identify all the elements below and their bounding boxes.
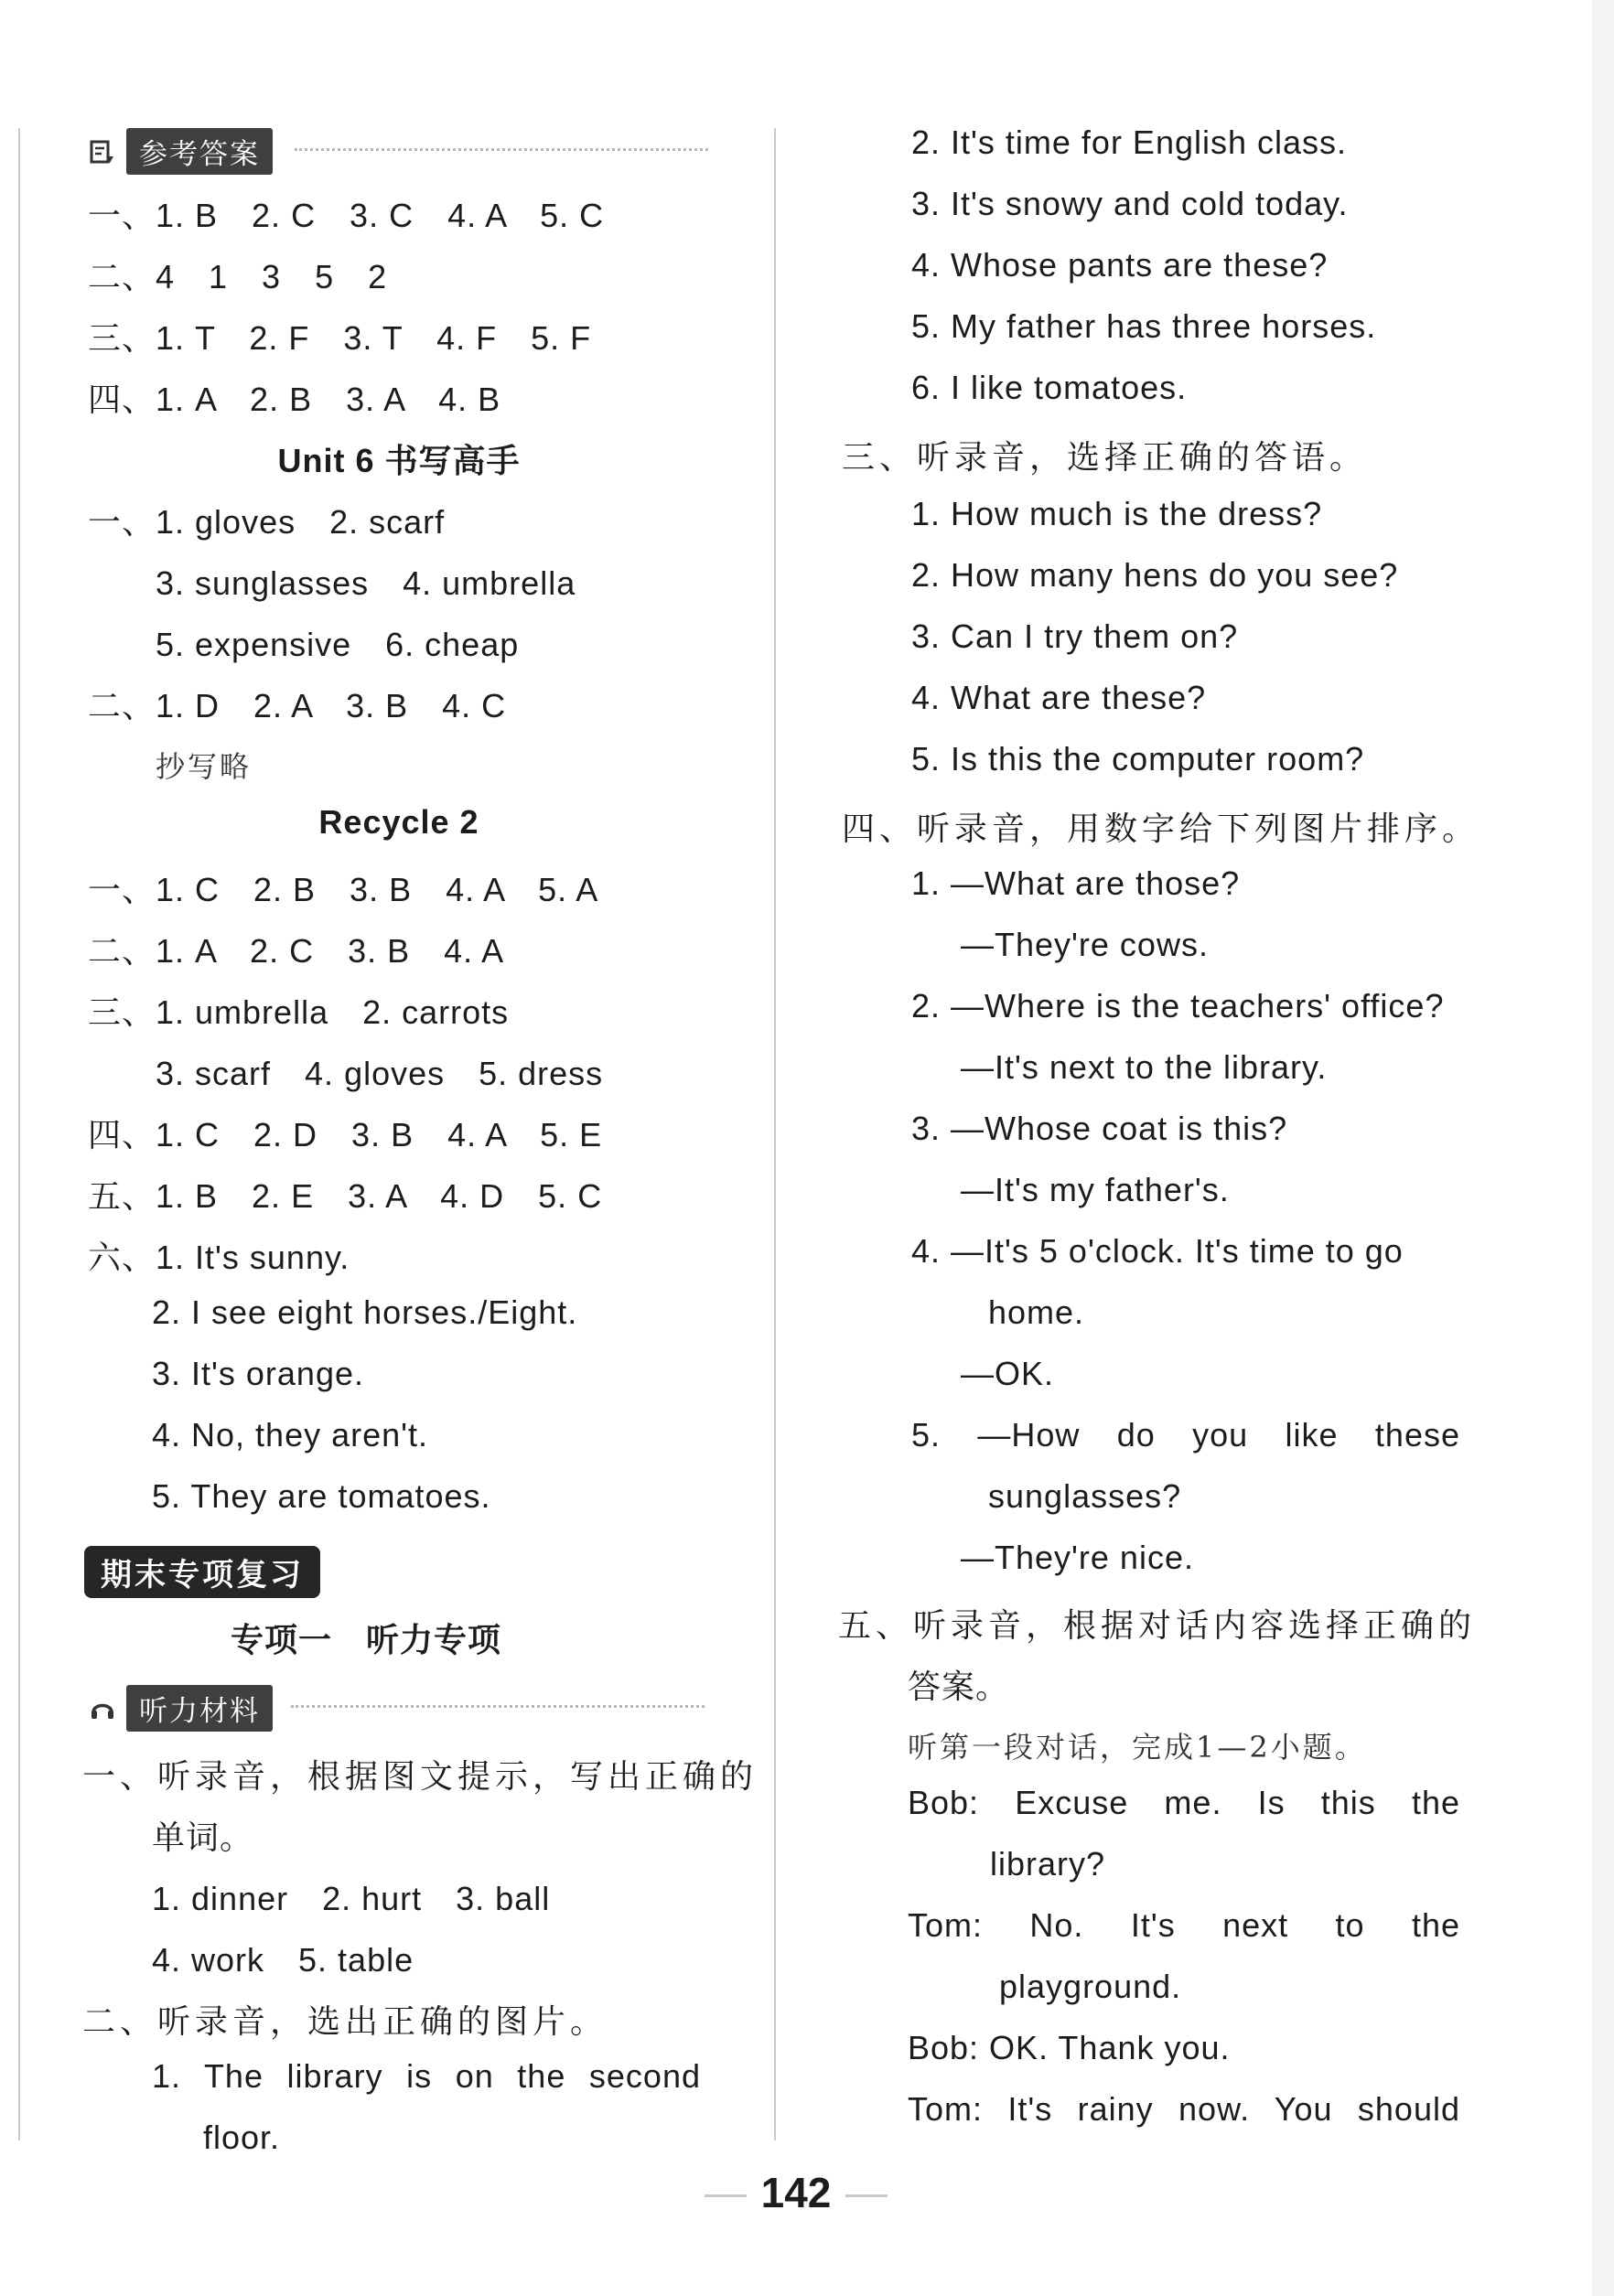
recycle-row-2: 二、1. A 2. C 3. B 4. A — [88, 932, 505, 970]
recycle-row-9: 3. It's orange. — [152, 1355, 365, 1392]
right-row-7: 1. How much is the dress? — [911, 495, 1323, 532]
right-row-33: Tom: It's rainy now. You should — [908, 2090, 1460, 2128]
answer-badge-label: 参考答案 — [126, 128, 273, 175]
right-row-3: 4. Whose pants are these? — [911, 246, 1329, 284]
right-row-18: —It's my father's. — [961, 1171, 1230, 1208]
listening-badge-dotted-rule — [291, 1705, 705, 1708]
right-row-31: playground. — [999, 1968, 1182, 2005]
unit6-row-1: 一、1. gloves 2. scarf — [88, 503, 446, 541]
recycle-row-4: 3. scarf 4. gloves 5. dress — [156, 1055, 604, 1092]
recycle-row-3: 三、1. umbrella 2. carrots — [88, 993, 510, 1031]
page-number-footer — [0, 2168, 1592, 2217]
answer-row-1: 一、1. B 2. C 3. C 4. A 5. C — [88, 197, 605, 234]
recycle-title: Recycle 2 — [318, 803, 479, 841]
unit6-row-2: 3. sunglasses 4. umbrella — [156, 564, 576, 602]
right-row-1: 2. It's time for English class. — [911, 123, 1348, 161]
answer-badge — [88, 128, 273, 175]
right-row-13: 1. —What are those? — [911, 864, 1241, 902]
right-q5-heading: 五、听录音，根据对话内容选择正确的 — [838, 1606, 1477, 1644]
left-margin-rule — [18, 128, 20, 2140]
answer-badge-dotted-rule — [295, 148, 708, 151]
listen-q1-heading: 一、听录音，根据图文提示，写出正确的 — [82, 1757, 759, 1795]
recycle-row-6: 五、1. B 2. E 3. A 4. D 5. C — [88, 1177, 603, 1215]
right-row-29: library? — [990, 1845, 1106, 1883]
right-row-24: —They're nice. — [961, 1539, 1194, 1576]
page-number: 142 — [760, 2169, 832, 2216]
right-row-19: 4. —It's 5 o'clock. It's time to go — [911, 1232, 1404, 1270]
listen-q2-row-1-cont: floor. — [203, 2119, 281, 2156]
page-number-right-rule — [845, 2194, 888, 2197]
unit6-row-4: 二、1. D 2. A 3. B 4. C — [88, 687, 507, 724]
unit6-row-3: 5. expensive 6. cheap — [156, 626, 520, 663]
right-q3-heading: 三、听录音，选择正确的答语。 — [842, 438, 1368, 476]
page-number-left-rule — [705, 2194, 747, 2197]
right-dialogue-instruction: 听第一段对话，完成1—2小题。 — [908, 1730, 1367, 1765]
right-q5-heading-cont: 答案。 — [908, 1668, 1010, 1705]
right-row-16: —It's next to the library. — [961, 1048, 1328, 1086]
listen-q2-heading: 二、听录音，选出正确的图片。 — [82, 2002, 608, 2040]
headphones-icon — [88, 1693, 117, 1724]
right-row-15: 2. —Where is the teachers' office? — [911, 987, 1445, 1025]
right-row-21: —OK. — [961, 1355, 1055, 1392]
listen-q1-row-2: 4. work 5. table — [152, 1941, 414, 1979]
right-row-20: home. — [988, 1293, 1085, 1331]
right-row-8: 2. How many hens do you see? — [911, 556, 1399, 594]
answer-row-3: 三、1. T 2. F 3. T 4. F 5. F — [88, 319, 592, 357]
right-row-9: 3. Can I try them on? — [911, 617, 1239, 655]
final-review-tag: 期末专项复习 — [84, 1546, 320, 1598]
right-row-5: 6. I like tomatoes. — [911, 369, 1188, 406]
right-row-17: 3. —Whose coat is this? — [911, 1110, 1288, 1147]
listen-q1-heading-cont: 单词。 — [152, 1819, 254, 1856]
right-q4-heading: 四、听录音，用数字给下列图片排序。 — [842, 810, 1480, 847]
right-row-11: 5. Is this the computer room? — [911, 740, 1365, 778]
listening-badge-label: 听力材料 — [126, 1685, 273, 1732]
recycle-row-10: 4. No, they aren't. — [152, 1416, 429, 1454]
listen-q1-row-1: 1. dinner 2. hurt 3. ball — [152, 1880, 551, 1917]
answer-book-icon — [88, 136, 117, 167]
listen-q2-row-1: 1. The library is on the second — [152, 2057, 701, 2095]
column-divider — [774, 128, 776, 2140]
unit6-copy-note: 抄写略 — [156, 749, 253, 784]
recycle-row-11: 5. They are tomatoes. — [152, 1477, 491, 1515]
answer-row-4: 四、1. A 2. B 3. A 4. B — [88, 381, 501, 418]
answer-row-2: 二、4 1 3 5 2 — [88, 258, 388, 295]
recycle-row-1: 一、1. C 2. B 3. B 4. A 5. A — [88, 871, 599, 908]
right-row-4: 5. My father has three horses. — [911, 307, 1377, 345]
right-row-22: 5. —How do you like these — [911, 1416, 1460, 1454]
recycle-row-7: 六、1. It's sunny. — [88, 1239, 350, 1276]
listening-badge — [88, 1685, 273, 1732]
special-title: 专项一 听力专项 — [230, 1621, 501, 1658]
right-row-14: —They're cows. — [961, 926, 1209, 963]
right-row-23: sunglasses? — [988, 1477, 1182, 1515]
recycle-row-8: 2. I see eight horses./Eight. — [152, 1293, 578, 1331]
right-row-2: 3. It's snowy and cold today. — [911, 185, 1349, 222]
unit6-title: Unit 6 书写高手 — [277, 442, 521, 479]
right-row-28: Bob: Excuse me. Is this the — [908, 1784, 1460, 1821]
recycle-row-5: 四、1. C 2. D 3. B 4. A 5. E — [88, 1116, 603, 1153]
right-row-10: 4. What are these? — [911, 679, 1207, 716]
right-row-30: Tom: No. It's next to the — [908, 1906, 1460, 1944]
right-row-32: Bob: OK. Thank you. — [908, 2029, 1231, 2066]
